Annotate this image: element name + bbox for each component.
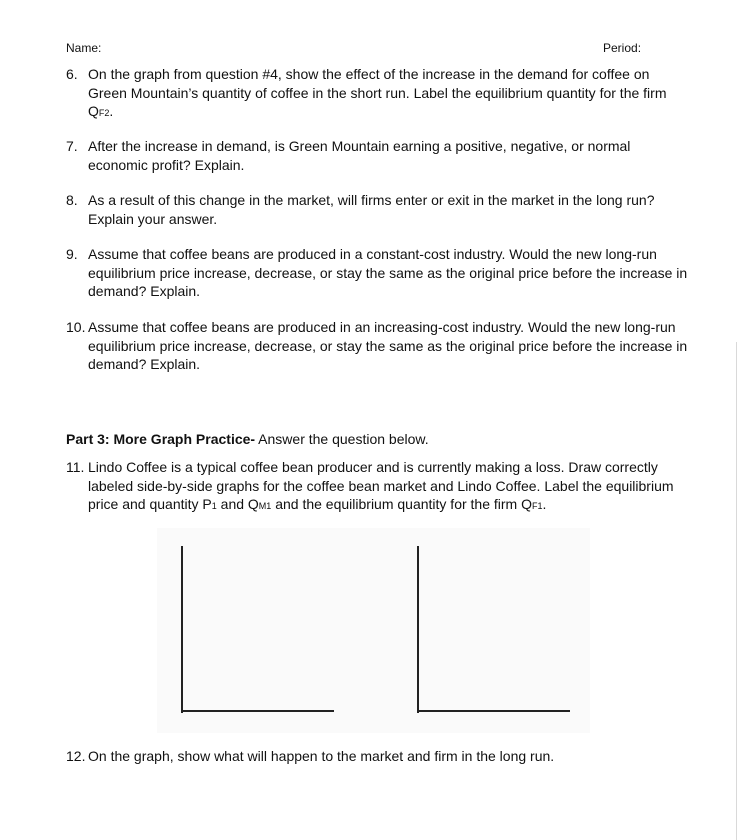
- question-12: [66, 747, 688, 766]
- firm-graph-y-axis: [417, 546, 419, 713]
- period-label: Period:: [603, 41, 642, 55]
- question-text: Assume that coffee beans are produced in a constant-cost industry. Would the new long-run equilibrium price increase, decrease, or stay the same as the original price before the increase in demand? Explain.: [88, 246, 688, 300]
- market-graph-y-axis: [181, 546, 183, 713]
- question-text: On the graph, show what will happen to the market and firm in the long run.: [88, 748, 555, 764]
- market-graph-x-axis: [181, 710, 334, 712]
- subscript: 1: [211, 501, 217, 512]
- question-number: 11.: [66, 459, 85, 475]
- question-9: [66, 245, 688, 301]
- question-number: 10.: [66, 319, 86, 335]
- question-8: [66, 191, 688, 228]
- page-edge-line: [736, 342, 737, 840]
- name-label: Name:: [66, 41, 102, 55]
- question-text: After the increase in demand, is Green Mountain earning a positive, negative, or normal economic profit? Explain.: [88, 138, 631, 173]
- question-number: 12.: [66, 748, 86, 764]
- question-11: [66, 458, 688, 516]
- part-3-heading: [66, 430, 429, 448]
- part-3-title: Part 3: More Graph Practice-: [66, 431, 256, 447]
- question-number: 7.: [66, 138, 78, 154]
- question-number: 8.: [66, 192, 78, 208]
- subscript: F1: [532, 501, 543, 512]
- question-6: [66, 65, 688, 123]
- subscript: M1: [258, 501, 272, 512]
- question-number: 6.: [66, 66, 78, 82]
- question-7: [66, 137, 688, 174]
- question-number: 9.: [66, 246, 78, 262]
- firm-graph-x-axis: [417, 710, 570, 712]
- part-3-instruction: Answer the question below.: [255, 431, 429, 447]
- question-text: On the graph from question #4, show the effect of the increase in the demand for coffee on Green Mountain’s quantity of coffee in the short run. Label the equilibrium quantity for the firm QF2.: [88, 66, 667, 120]
- question-10: [66, 318, 688, 374]
- subscript: F2: [98, 108, 110, 119]
- question-text: Assume that coffee beans are produced in an increasing-cost industry. Would the new long-run equilibrium price increase, decrease, or stay the same as the original price before the increase in demand? Explain.: [88, 319, 688, 373]
- question-text: As a result of this change in the market, will firms enter or exit in the market in the long run? Explain your answer.: [88, 192, 655, 227]
- question-text: Lindo Coffee is a typical coffee bean producer and is currently making a loss. Draw correctly labeled side-by-side graphs for the coffee bean market and Lindo Coffee. Label the equilibrium price and quantity P1 and QM1 and the equilibrium quantity for the firm QF1.: [88, 459, 674, 513]
- blank-graph-area: [157, 528, 590, 733]
